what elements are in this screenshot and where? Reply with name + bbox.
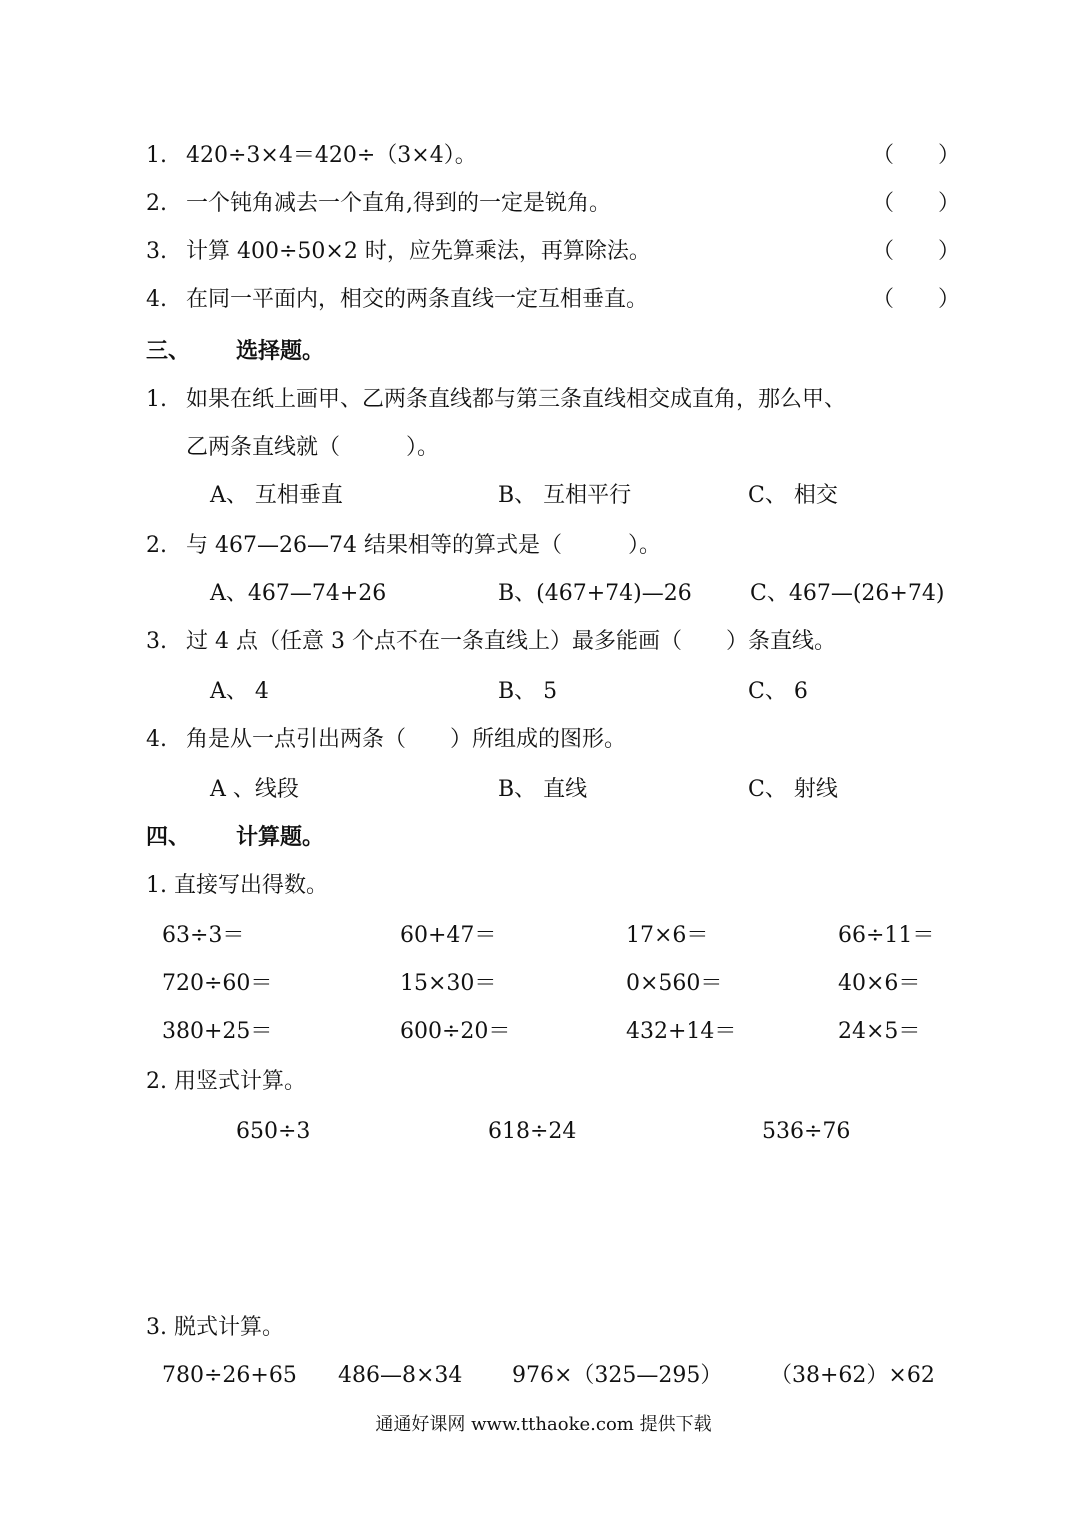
item-text: 420÷3×4＝420÷（3×4）。 <box>186 143 477 168</box>
option-a[interactable]: A、 4 <box>210 679 269 704</box>
question-text: 过 4 点（任意 3 个点不在一条直线上）最多能画（ ）条直线。 <box>186 629 836 654</box>
section-label: 四、 <box>146 825 191 850</box>
math-problem: 66÷11＝ <box>838 923 935 948</box>
question-text: 如果在纸上画甲、乙两条直线都与第三条直线相交成直角，那么甲、 <box>186 387 847 412</box>
option-b[interactable]: B、 互相平行 <box>498 483 632 508</box>
item-text: 在同一平面内，相交的两条直线一定互相垂直。 <box>186 287 649 312</box>
calc2-title: 2. 用竖式计算。 <box>146 1069 306 1094</box>
math-problem: 24×5＝ <box>838 1019 921 1044</box>
math-problem: （38+62）×62 <box>770 1363 935 1388</box>
item-number: 4. <box>146 287 167 312</box>
section-label: 三、 <box>146 339 191 364</box>
math-problem: 15×30＝ <box>400 971 497 996</box>
option-c[interactable]: C、467—(26+74) <box>750 581 945 606</box>
option-c[interactable]: C、 6 <box>748 679 808 704</box>
section-title: 选择题。 <box>236 339 325 364</box>
math-problem: 780÷26+65 <box>162 1363 297 1388</box>
answer-blank[interactable]: （ ） <box>872 287 961 312</box>
answer-blank[interactable]: （ ） <box>872 191 961 216</box>
math-problem: 0×560＝ <box>626 971 723 996</box>
option-a[interactable]: A 、线段 <box>210 777 299 802</box>
math-problem: 618÷24 <box>488 1119 577 1144</box>
section-title: 计算题。 <box>236 825 325 850</box>
math-problem: 976×（325—295） <box>512 1363 723 1388</box>
math-problem: 17×6＝ <box>626 923 709 948</box>
calc1-title: 1. 直接写出得数。 <box>146 873 328 898</box>
math-problem: 536÷76 <box>762 1119 851 1144</box>
question-text: 角是从一点引出两条（ ）所组成的图形。 <box>186 727 627 752</box>
item-number: 1. <box>146 143 167 168</box>
math-problem: 720÷60＝ <box>162 971 273 996</box>
option-b[interactable]: B、 5 <box>498 679 558 704</box>
option-a[interactable]: A、 互相垂直 <box>210 483 343 508</box>
question-text: 与 467—26—74 结果相等的算式是（ ）。 <box>186 533 661 558</box>
option-b[interactable]: B、(467+74)—26 <box>498 581 692 606</box>
question-text-continued: 乙两条直线就（ ）。 <box>186 435 440 460</box>
math-problem: 63÷3＝ <box>162 923 245 948</box>
math-problem: 486—8×34 <box>338 1363 463 1388</box>
option-c[interactable]: C、 射线 <box>748 777 838 802</box>
item-number: 3. <box>146 239 167 264</box>
item-number: 1. <box>146 387 167 412</box>
option-b[interactable]: B、 直线 <box>498 777 588 802</box>
math-problem: 380+25＝ <box>162 1019 273 1044</box>
item-number: 2. <box>146 191 167 216</box>
math-problem: 60+47＝ <box>400 923 497 948</box>
math-problem: 40×6＝ <box>838 971 921 996</box>
option-a[interactable]: A、467—74+26 <box>210 581 387 606</box>
item-text: 计算 400÷50×2 时，应先算乘法，再算除法。 <box>186 239 651 264</box>
math-problem: 650÷3 <box>236 1119 311 1144</box>
math-problem: 600÷20＝ <box>400 1019 511 1044</box>
calc3-title: 3. 脱式计算。 <box>146 1315 284 1340</box>
item-number: 4. <box>146 727 167 752</box>
option-c[interactable]: C、 相交 <box>748 483 838 508</box>
answer-blank[interactable]: （ ） <box>872 239 961 264</box>
item-number: 2. <box>146 533 167 558</box>
item-number: 3. <box>146 629 167 654</box>
page-footer: 通通好课网 www.tthaoke.com 提供下载 <box>375 1414 712 1435</box>
answer-blank[interactable]: （ ） <box>872 143 961 168</box>
item-text: 一个钝角减去一个直角,得到的一定是锐角。 <box>186 191 611 216</box>
math-problem: 432+14＝ <box>626 1019 737 1044</box>
